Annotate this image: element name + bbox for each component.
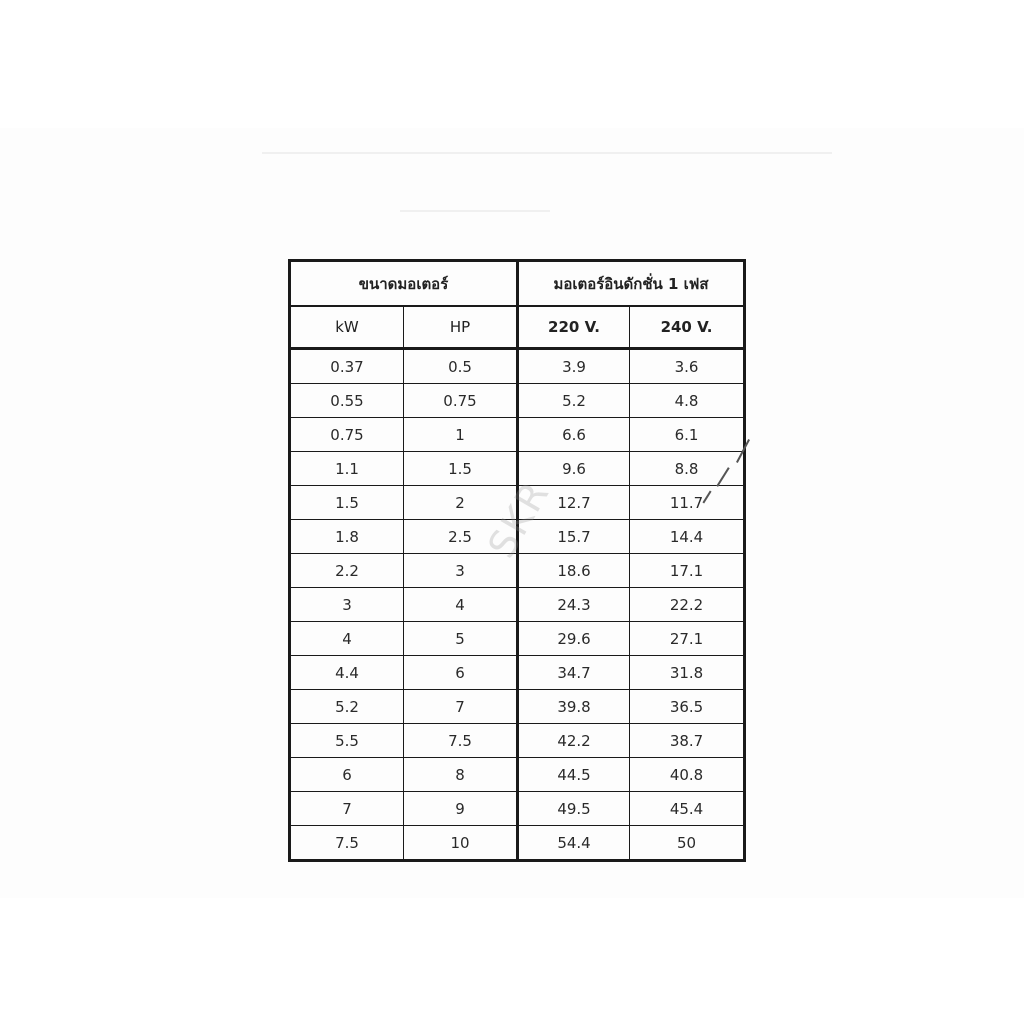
column-header-row — [290, 306, 745, 349]
current-240v-cell: 40.8 — [630, 758, 745, 792]
kw-cell: 5.5 — [290, 724, 404, 758]
hp-cell: 7.5 — [404, 724, 518, 758]
hp-cell: 9 — [404, 792, 518, 826]
hp-cell: 1.5 — [404, 452, 518, 486]
current-240v-cell: 36.5 — [630, 690, 745, 724]
watermark: SKR — [479, 472, 559, 566]
motor-current-table — [288, 259, 746, 862]
hp-cell: 0.5 — [404, 349, 518, 384]
kw-cell: 3 — [290, 588, 404, 622]
hp-cell: 2 — [404, 486, 518, 520]
table-row — [290, 520, 745, 554]
kw-cell: 1.1 — [290, 452, 404, 486]
current-220v-cell: 42.2 — [518, 724, 630, 758]
table-row — [290, 452, 745, 486]
table-row — [290, 349, 745, 384]
table-row — [290, 384, 745, 418]
kw-cell: 5.2 — [290, 690, 404, 724]
table-row — [290, 792, 745, 826]
table-row — [290, 588, 745, 622]
current-220v-cell: 18.6 — [518, 554, 630, 588]
current-220v-cell: 6.6 — [518, 418, 630, 452]
table-row — [290, 418, 745, 452]
hp-cell: 8 — [404, 758, 518, 792]
current-240v-cell: 38.7 — [630, 724, 745, 758]
current-240v-cell: 27.1 — [630, 622, 745, 656]
240v-column-header: 240 V. — [630, 306, 745, 349]
table-row — [290, 656, 745, 690]
kw-cell: 0.75 — [290, 418, 404, 452]
220v-column-header: 220 V. — [518, 306, 630, 349]
kw-cell: 4 — [290, 622, 404, 656]
current-240v-cell: 11.7 — [630, 486, 745, 520]
current-240v-cell: 45.4 — [630, 792, 745, 826]
table-row — [290, 758, 745, 792]
faint-scan-line — [262, 152, 832, 154]
kw-cell: 0.55 — [290, 384, 404, 418]
table-body — [290, 349, 745, 861]
table-row — [290, 690, 745, 724]
hp-cell: 2.5 — [404, 520, 518, 554]
current-240v-cell: 8.8 — [630, 452, 745, 486]
current-220v-cell: 12.7 — [518, 486, 630, 520]
kw-cell: 1.5 — [290, 486, 404, 520]
hp-cell: 6 — [404, 656, 518, 690]
hp-cell: 7 — [404, 690, 518, 724]
group-header-row — [290, 261, 745, 307]
kw-cell: 1.8 — [290, 520, 404, 554]
current-220v-cell: 3.9 — [518, 349, 630, 384]
current-220v-cell: 49.5 — [518, 792, 630, 826]
table-row — [290, 554, 745, 588]
kw-cell: 4.4 — [290, 656, 404, 690]
hp-cell: 3 — [404, 554, 518, 588]
table-row — [290, 486, 745, 520]
kw-cell: 2.2 — [290, 554, 404, 588]
hp-cell: 1 — [404, 418, 518, 452]
table-row — [290, 724, 745, 758]
current-220v-cell: 15.7 — [518, 520, 630, 554]
kw-cell: 6 — [290, 758, 404, 792]
faint-scan-line — [400, 210, 550, 212]
current-240v-cell: 50 — [630, 826, 745, 861]
current-220v-cell: 5.2 — [518, 384, 630, 418]
kw-column-header: kW — [290, 306, 404, 349]
current-240v-cell: 3.6 — [630, 349, 745, 384]
current-220v-cell: 9.6 — [518, 452, 630, 486]
current-220v-cell: 29.6 — [518, 622, 630, 656]
kw-cell: 0.37 — [290, 349, 404, 384]
hp-cell: 5 — [404, 622, 518, 656]
hp-cell: 0.75 — [404, 384, 518, 418]
current-220v-cell: 34.7 — [518, 656, 630, 690]
table-row — [290, 622, 745, 656]
current-220v-cell: 54.4 — [518, 826, 630, 861]
current-220v-cell: 39.8 — [518, 690, 630, 724]
current-220v-cell: 44.5 — [518, 758, 630, 792]
current-240v-cell: 31.8 — [630, 656, 745, 690]
hp-cell: 4 — [404, 588, 518, 622]
kw-cell: 7.5 — [290, 826, 404, 861]
induction-motor-header: มอเตอร์อินดักชั่น 1 เฟส — [518, 261, 745, 307]
current-240v-cell: 17.1 — [630, 554, 745, 588]
table-row — [290, 826, 745, 861]
motor-size-header: ขนาดมอเตอร์ — [290, 261, 518, 307]
current-220v-cell: 24.3 — [518, 588, 630, 622]
hp-cell: 10 — [404, 826, 518, 861]
current-240v-cell: 4.8 — [630, 384, 745, 418]
hp-column-header: HP — [404, 306, 518, 349]
current-240v-cell: 14.4 — [630, 520, 745, 554]
kw-cell: 7 — [290, 792, 404, 826]
current-240v-cell: 22.2 — [630, 588, 745, 622]
current-240v-cell: 6.1 — [630, 418, 745, 452]
